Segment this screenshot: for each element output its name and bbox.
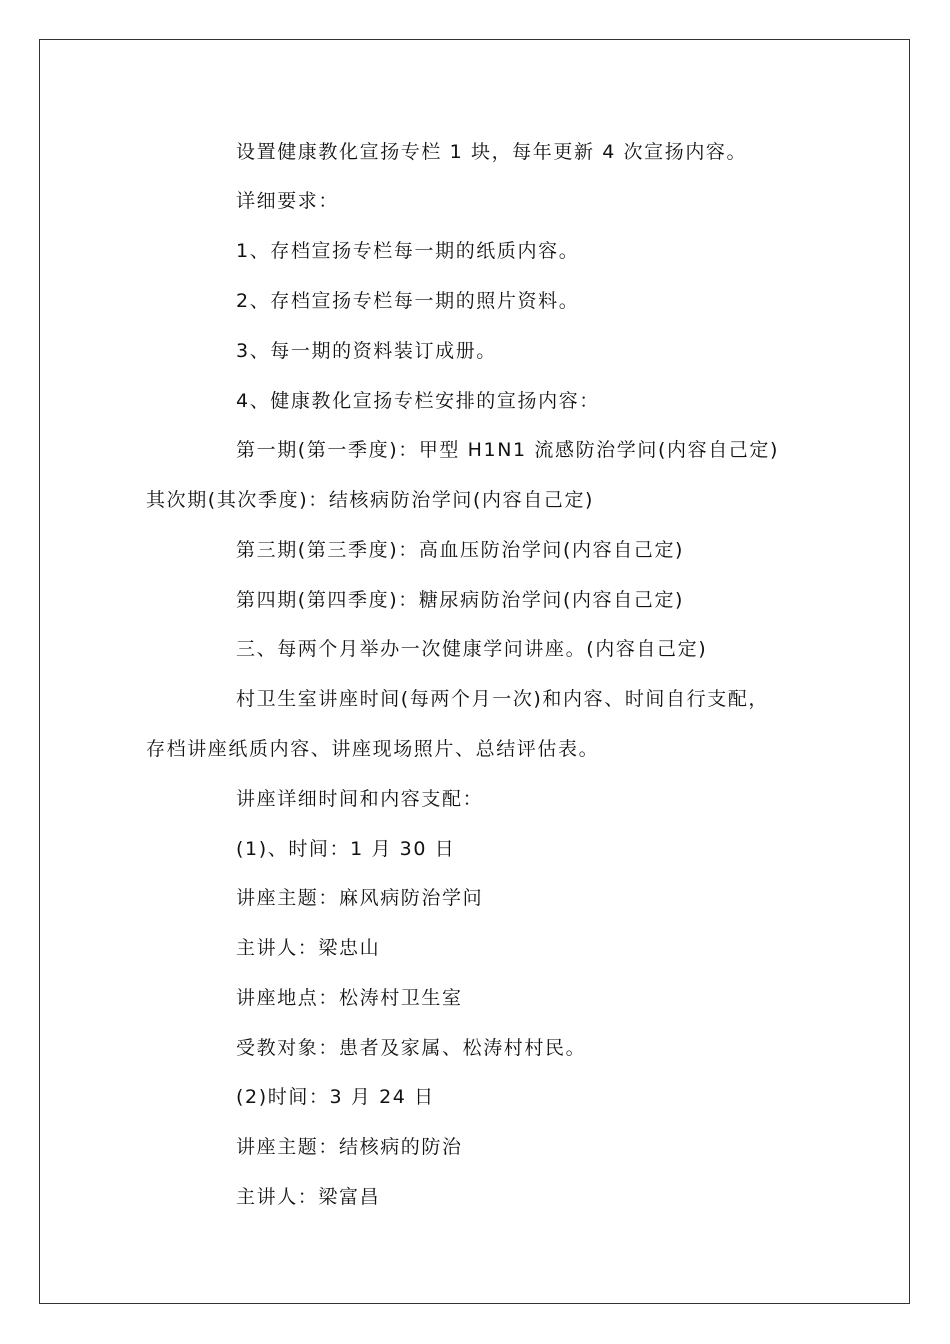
lecture-topic: 讲座主题：麻风病防治学问 <box>236 887 484 909</box>
paragraph-line: 存档讲座纸质内容、讲座现场照片、总结评估表。 <box>146 738 600 760</box>
paragraph-line: 讲座详细时间和内容支配： <box>236 788 484 810</box>
lecture-speaker: 主讲人：梁富昌 <box>236 1186 381 1208</box>
list-item: 2、存档宣扬专栏每一期的照片资料。 <box>236 290 580 312</box>
lecture-time: (2)时间：3 月 24 日 <box>236 1086 435 1108</box>
lecture-location: 讲座地点：松涛村卫生室 <box>236 987 463 1009</box>
paragraph-line: 村卫生室讲座时间(每两个月一次)和内容、时间自行支配， <box>236 688 770 710</box>
schedule-item: 第四期(第四季度)：糖尿病防治学问(内容自己定) <box>236 589 685 611</box>
paragraph-line: 设置健康教化宣扬专栏 1 块，每年更新 4 次宣扬内容。 <box>236 141 748 163</box>
page-border <box>39 39 910 1304</box>
schedule-item: 第一期(第一季度)：甲型 H1N1 流感防治学问(内容自己定) <box>236 439 780 461</box>
lecture-time: (1)、时间：1 月 30 日 <box>236 838 456 860</box>
list-item: 4、健康教化宣扬专栏安排的宣扬内容： <box>236 390 600 412</box>
paragraph-line: 详细要求： <box>236 190 340 212</box>
lecture-audience: 受教对象：患者及家属、松涛村村民。 <box>236 1037 587 1059</box>
schedule-item: 其次期(其次季度)：结核病防治学问(内容自己定) <box>146 489 595 511</box>
list-item: 1、存档宣扬专栏每一期的纸质内容。 <box>236 240 580 262</box>
schedule-item: 第三期(第三季度)：高血压防治学问(内容自己定) <box>236 539 685 561</box>
lecture-topic: 讲座主题：结核病的防治 <box>236 1136 463 1158</box>
lecture-speaker: 主讲人：梁忠山 <box>236 937 381 959</box>
list-item: 3、每一期的资料装订成册。 <box>236 340 497 362</box>
section-heading: 三、每两个月举办一次健康学问讲座。(内容自己定) <box>236 638 708 660</box>
